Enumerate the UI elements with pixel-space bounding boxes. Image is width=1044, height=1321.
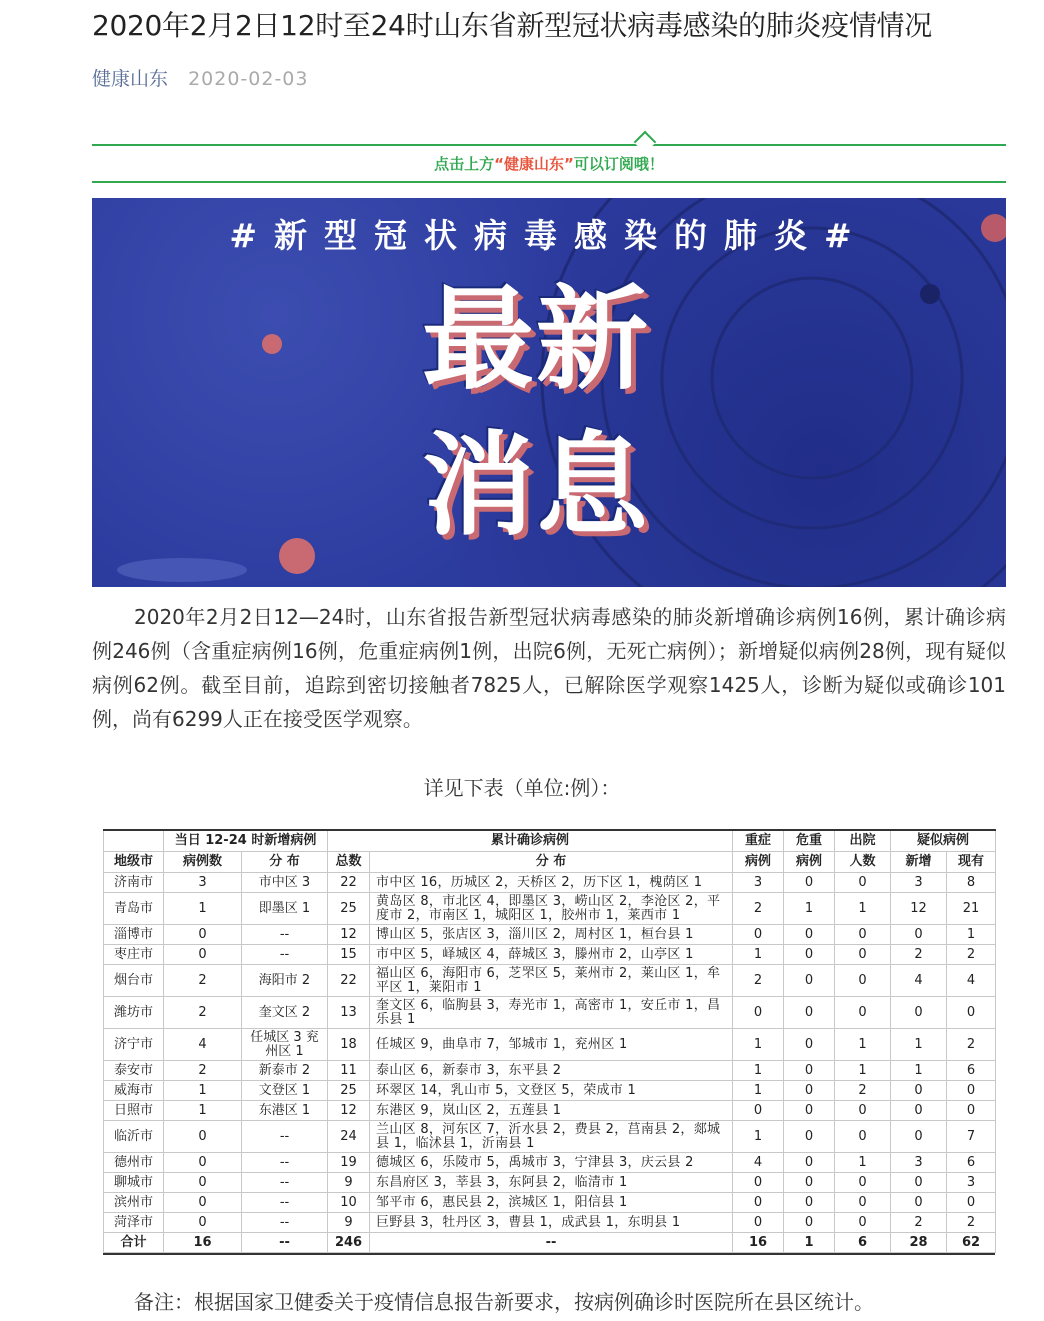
col-discharged: 人数 [835,852,891,873]
cell-critical: 1 [784,893,835,925]
cell-total: 12 [328,925,370,945]
cell-new-count: 0 [164,1193,242,1213]
cell-critical: 0 [784,1029,835,1061]
cell-critical: 0 [784,1153,835,1173]
cell-city: 聊城市 [104,1173,164,1193]
table-row [104,1193,996,1213]
cell-total-dist: 巨野县 3，牡丹区 3，曹县 1，成武县 1，东明县 1 [370,1213,733,1233]
cell-new-count: 1 [164,893,242,925]
table-row [104,1081,996,1101]
cell-susp-now: 6 [947,1153,996,1173]
cell-new-count: 2 [164,997,242,1029]
cell-severe: 1 [733,1029,784,1061]
cell-new-dist: 奎文区 2 [242,997,328,1029]
cell-new-dist: 新泰市 2 [242,1061,328,1081]
table-row [104,1213,996,1233]
col-total-dist: 分 布 [370,852,733,873]
total-cell-new-dist: -- [242,1233,328,1253]
cell-city: 滨州市 [104,1193,164,1213]
cell-total: 9 [328,1213,370,1233]
cell-total-dist: 东昌府区 3，莘县 3，东阿县 2，临清市 1 [370,1173,733,1193]
cell-new-dist: -- [242,925,328,945]
cell-discharged: 0 [835,1121,891,1153]
cell-total: 25 [328,1081,370,1101]
cell-severe: 4 [733,1153,784,1173]
table-row [104,1061,996,1081]
cell-city: 德州市 [104,1153,164,1173]
cell-susp-now: 3 [947,1173,996,1193]
hero-headline-line1: 最新 [422,275,650,405]
cell-total: 22 [328,965,370,997]
cell-susp-now: 0 [947,997,996,1029]
cell-critical: 0 [784,925,835,945]
cell-severe: 2 [733,893,784,925]
cell-total-dist: 东港区 9，岚山区 2，五莲县 1 [370,1101,733,1121]
cell-total: 19 [328,1153,370,1173]
cell-city: 临沂市 [104,1121,164,1153]
cell-total: 24 [328,1121,370,1153]
cell-city: 烟台市 [104,965,164,997]
cell-susp-new: 0 [891,1121,947,1153]
cell-susp-new: 4 [891,965,947,997]
cell-total-dist: 邹平市 6，惠民县 2，滨城区 1，阳信县 1 [370,1193,733,1213]
table-row [104,945,996,965]
cell-severe: 0 [733,1101,784,1121]
cell-total-dist: 福山区 6，海阳市 6，芝罘区 5，莱州市 2，莱山区 1，牟平区 1，莱阳市 1 [370,965,733,997]
cell-severe: 0 [733,997,784,1029]
header-critical: 危重 [784,830,835,852]
cell-critical: 0 [784,1213,835,1233]
cell-discharged: 0 [835,965,891,997]
cell-total-dist: 市中区 5，峄城区 4，薛城区 3，滕州市 2，山亭区 1 [370,945,733,965]
header-blank [104,830,164,852]
cell-new-count: 3 [164,873,242,893]
cell-total: 11 [328,1061,370,1081]
cell-new-count: 0 [164,1213,242,1233]
cell-new-dist: 文登区 1 [242,1081,328,1101]
cell-critical: 0 [784,1061,835,1081]
cell-city: 泰安市 [104,1061,164,1081]
cell-severe: 0 [733,925,784,945]
cell-new-dist: -- [242,1121,328,1153]
cell-critical: 0 [784,965,835,997]
cell-total: 25 [328,893,370,925]
header-severe: 重症 [733,830,784,852]
subscribe-banner[interactable] [92,134,1006,184]
cell-city: 济南市 [104,873,164,893]
cell-susp-new: 0 [891,1081,947,1101]
table-row [104,1121,996,1153]
subscribe-text: 点击上方“健康山东”可以订阅哦！ [434,155,664,173]
table-row [104,925,996,945]
cell-susp-new: 0 [891,997,947,1029]
cell-total: 12 [328,1101,370,1121]
cell-susp-now: 7 [947,1121,996,1153]
col-critical: 病例 [784,852,835,873]
cell-severe: 2 [733,965,784,997]
cell-total-dist: 博山区 5，张店区 3，淄川区 2，周村区 1，桓台县 1 [370,925,733,945]
cell-new-count: 1 [164,1081,242,1101]
cell-critical: 0 [784,873,835,893]
header-cumulative: 累计确诊病例 [328,830,733,852]
table-caption: 详见下表（单位:例）： [423,776,621,800]
case-table [103,829,996,1253]
table-row [104,1029,996,1061]
banner-top-line [92,144,1006,146]
cell-severe: 1 [733,1061,784,1081]
header-new-cases: 当日 12-24 时新增病例 [164,830,328,852]
case-table-container [103,829,995,1255]
cell-susp-new: 3 [891,1153,947,1173]
banner-bottom-line [92,181,1006,183]
cell-susp-new: 0 [891,1173,947,1193]
cell-discharged: 0 [835,1173,891,1193]
cell-total-dist: 环翠区 14，乳山市 5，文登区 5，荣成市 1 [370,1081,733,1101]
cell-new-dist: 市中区 3 [242,873,328,893]
cell-new-count: 2 [164,1061,242,1081]
table-row [104,1101,996,1121]
cell-severe: 1 [733,1081,784,1101]
cell-city: 青岛市 [104,893,164,925]
cell-new-dist: -- [242,1213,328,1233]
cell-severe: 0 [733,1193,784,1213]
table-row [104,1153,996,1173]
hero-image [92,198,1006,587]
cell-susp-new: 2 [891,945,947,965]
article-title: 2020年2月2日12时至24时山东省新型冠状病毒感染的肺炎疫情情况 [92,9,932,42]
cell-new-dist: -- [242,1153,328,1173]
cell-discharged: 1 [835,893,891,925]
subscribe-account-highlight: “健康山东” [494,155,574,173]
cell-new-count: 1 [164,1101,242,1121]
publish-date: 2020-02-03 [188,68,309,90]
cell-susp-now: 4 [947,965,996,997]
col-susp-new: 新增 [891,852,947,873]
cell-susp-now: 0 [947,1081,996,1101]
cell-susp-new: 0 [891,925,947,945]
cell-discharged: 0 [835,1193,891,1213]
cell-critical: 0 [784,997,835,1029]
cell-city: 济宁市 [104,1029,164,1061]
header-discharged: 出院 [835,830,891,852]
cell-severe: 1 [733,945,784,965]
cell-total: 15 [328,945,370,965]
cell-discharged: 1 [835,1153,891,1173]
cell-city: 枣庄市 [104,945,164,965]
cell-new-count: 0 [164,1173,242,1193]
cell-susp-new: 12 [891,893,947,925]
total-cell-city: 合计 [104,1233,164,1253]
cell-total: 9 [328,1173,370,1193]
cell-new-count: 4 [164,1029,242,1061]
total-cell-discharged: 6 [835,1233,891,1253]
cell-new-count: 0 [164,1153,242,1173]
table-row [104,1173,996,1193]
cell-susp-now: 2 [947,945,996,965]
header-suspected: 疑似病例 [891,830,996,852]
cell-susp-new: 1 [891,1061,947,1081]
cell-critical: 0 [784,1193,835,1213]
col-new-dist: 分 布 [242,852,328,873]
cell-total-dist: 兰山区 8，河东区 7，沂水县 2，费县 2，莒南县 2，郯城县 1，临沭县 1，沂南县 1 [370,1121,733,1153]
cell-discharged: 0 [835,1213,891,1233]
cell-discharged: 0 [835,945,891,965]
cell-total-dist: 德城区 6，乐陵市 5，禹城市 3，宁津县 3，庆云县 2 [370,1153,733,1173]
cell-new-count: 0 [164,925,242,945]
cell-susp-now: 2 [947,1029,996,1061]
cell-susp-now: 1 [947,925,996,945]
cell-city: 淄博市 [104,925,164,945]
table-row [104,997,996,1029]
cell-susp-new: 2 [891,1213,947,1233]
cell-city: 菏泽市 [104,1213,164,1233]
cell-discharged: 1 [835,1061,891,1081]
cell-susp-now: 6 [947,1061,996,1081]
cell-new-count: 0 [164,945,242,965]
cell-new-dist: -- [242,945,328,965]
cell-new-dist: 东港区 1 [242,1101,328,1121]
cell-susp-new: 0 [891,1101,947,1121]
cell-new-dist: 即墨区 1 [242,893,328,925]
table-column-header-row [104,852,996,873]
cell-new-count: 2 [164,965,242,997]
total-cell-susp-new: 28 [891,1233,947,1253]
col-new-count: 病例数 [164,852,242,873]
cell-city: 威海市 [104,1081,164,1101]
cell-susp-now: 21 [947,893,996,925]
footnote: 备注：根据国家卫健委关于疫情信息报告新要求，按病例确诊时医院所在县区统计。 [134,1290,874,1314]
cell-city: 潍坊市 [104,997,164,1029]
total-cell-susp-now: 62 [947,1233,996,1253]
total-cell-critical: 1 [784,1233,835,1253]
table-row [104,873,996,893]
banner-arrow-icon [634,131,657,154]
cell-susp-new: 3 [891,873,947,893]
cell-total-dist: 奎文区 6，临朐县 3，寿光市 1，高密市 1，安丘市 1，昌乐县 1 [370,997,733,1029]
cell-susp-new: 1 [891,1029,947,1061]
cell-discharged: 0 [835,873,891,893]
cell-severe: 3 [733,873,784,893]
cell-total-dist: 黄岛区 8，市北区 4，即墨区 3，崂山区 2，李沧区 2，平度市 2，市南区 1，城阳区 1，胶州市 1，莱西市 1 [370,893,733,925]
cell-critical: 0 [784,945,835,965]
cell-new-dist: -- [242,1193,328,1213]
cell-susp-new: 0 [891,1193,947,1213]
table-group-header-row [104,830,996,852]
cell-critical: 0 [784,1081,835,1101]
table-row [104,965,996,997]
cell-discharged: 1 [835,1029,891,1061]
article-meta [92,64,308,91]
cell-susp-now: 2 [947,1213,996,1233]
total-cell-severe: 16 [733,1233,784,1253]
cell-critical: 0 [784,1101,835,1121]
cell-new-count: 0 [164,1121,242,1153]
cell-total: 10 [328,1193,370,1213]
cell-susp-now: 8 [947,873,996,893]
cell-severe: 1 [733,1121,784,1153]
cell-total-dist: 泰山区 6，新泰市 3，东平县 2 [370,1061,733,1081]
col-susp-now: 现有 [947,852,996,873]
cell-total: 13 [328,997,370,1029]
total-cell-total: 246 [328,1233,370,1253]
cell-susp-now: 0 [947,1101,996,1121]
cell-discharged: 2 [835,1081,891,1101]
cell-new-dist: 任城区 3 兖州区 1 [242,1029,328,1061]
cell-new-dist: 海阳市 2 [242,965,328,997]
total-cell-new-count: 16 [164,1233,242,1253]
hero-tagline: #新型冠状病毒感染的肺炎# [229,216,869,255]
col-severe: 病例 [733,852,784,873]
table-row [104,893,996,925]
cell-total: 18 [328,1029,370,1061]
cell-total-dist: 市中区 16，历城区 2，天桥区 2，历下区 1，槐荫区 1 [370,873,733,893]
cell-discharged: 0 [835,997,891,1029]
table-total-row [104,1233,996,1253]
cell-new-dist: -- [242,1173,328,1193]
col-city: 地级市 [104,852,164,873]
account-name-link[interactable]: 健康山东 [92,68,169,90]
total-cell-total-dist: -- [370,1233,733,1253]
hero-headline-line2: 消息 [422,421,650,551]
col-total: 总数 [328,852,370,873]
cell-critical: 0 [784,1173,835,1193]
summary-paragraph: 2020年2月2日12—24时，山东省报告新型冠状病毒感染的肺炎新增确诊病例16例，累计确诊病例246例（含重症病例16例，危重症病例1例，出院6例，无死亡病例）；新增疑似病例28例，现有疑似病例62例。截至目前，追踪到密切接触者7825人，已解除医学观察1425人，诊断为疑似或确诊101例，尚有6299人正在接受医学观察。 [92,605,1006,731]
cell-critical: 0 [784,1121,835,1153]
cell-city: 日照市 [104,1101,164,1121]
cell-total-dist: 任城区 9，曲阜市 7，邹城市 1，兖州区 1 [370,1029,733,1061]
table-body [104,873,996,1253]
cell-susp-now: 0 [947,1193,996,1213]
cell-total: 22 [328,873,370,893]
cell-severe: 0 [733,1173,784,1193]
cell-discharged: 0 [835,1101,891,1121]
cell-discharged: 0 [835,925,891,945]
cell-severe: 0 [733,1213,784,1233]
